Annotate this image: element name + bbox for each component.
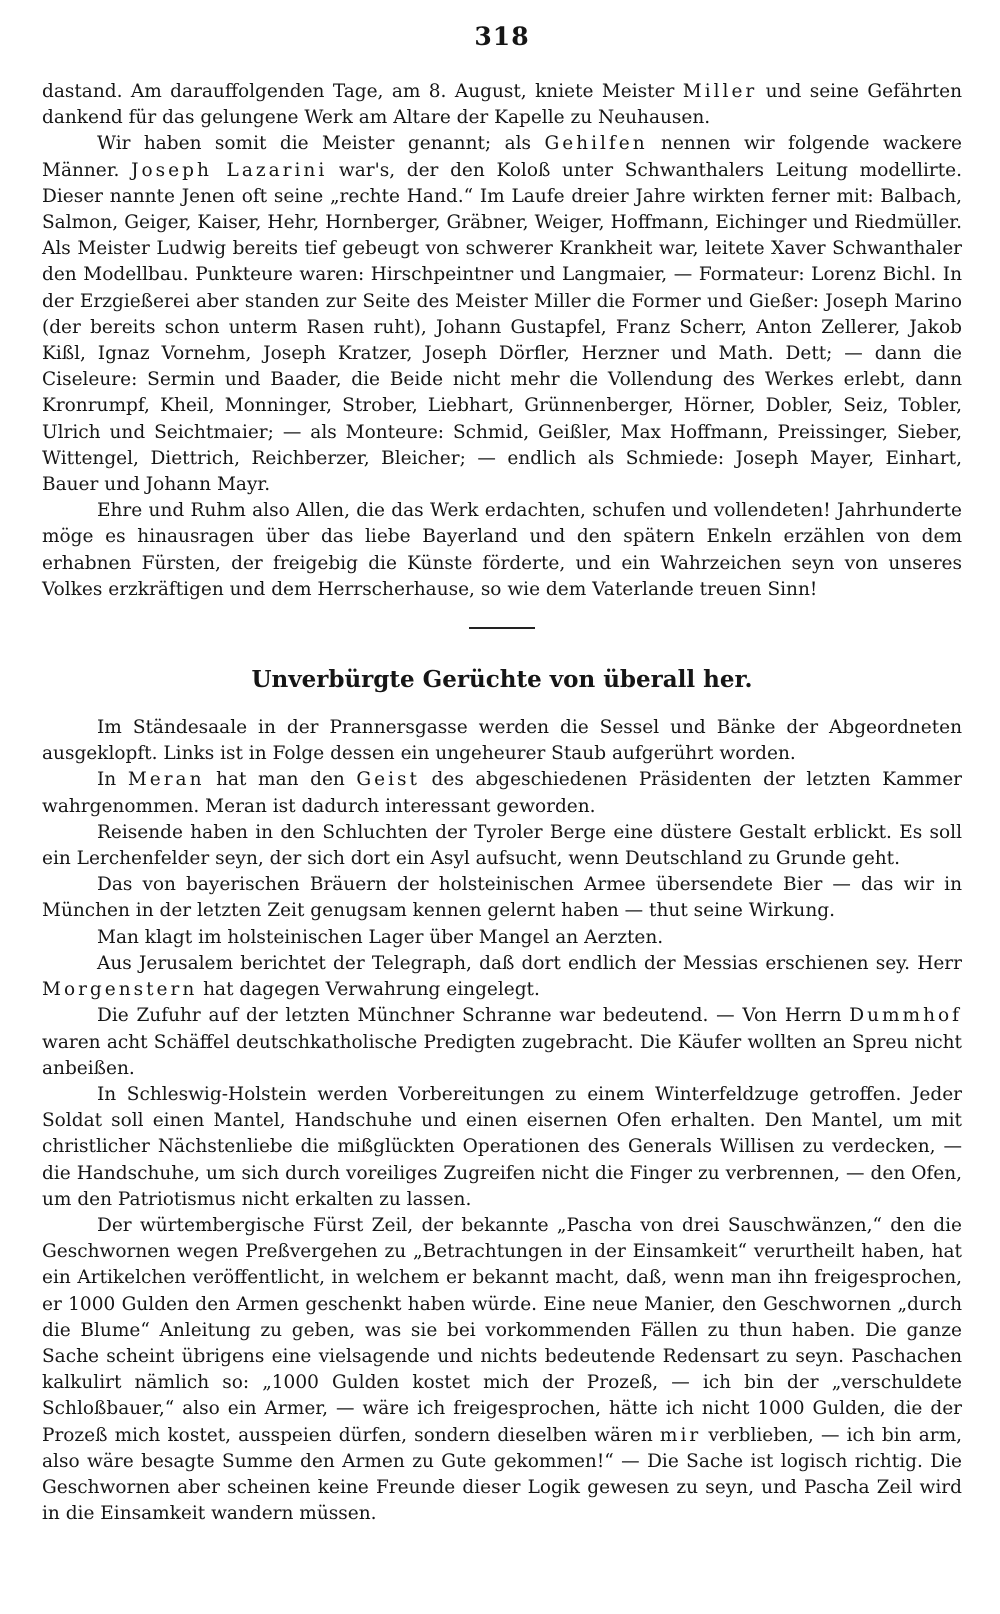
- rumour-paragraph: Das von bayerischen Bräuern der holsteinischen Armee übersendete Bier — das wir in München in der letzten Zeit genugsam kennen gelernt haben — thut seine Wirkung.: [42, 874, 962, 922]
- rumour-paragraph: [42, 767, 962, 819]
- text-run: hat man den: [204, 769, 357, 791]
- spaced-word: Meran: [127, 769, 205, 791]
- article-paragraph: [42, 79, 962, 131]
- text-run: verblieben, — ich bin arm, also wäre besagte Summe den Armen zu Gute gekommen!“ — Die Sache ist logisch richtig. Die Geschwornen aber scheinen keine Freunde dieser Logik gewesen zu seyn, und Pascha Zeil wird in die Einsamkeit wandern müssen.: [42, 1424, 962, 1525]
- section-divider: [469, 627, 535, 629]
- rumour-paragraph: [42, 951, 962, 1003]
- spaced-word: Gehilfen: [544, 133, 648, 155]
- spaced-name: Morgenstern: [42, 979, 198, 1001]
- text-run: des abgeschiedenen Präsidenten der letzten Kammer wahrgenommen. Meran ist dadurch interessant geworden.: [42, 769, 963, 817]
- text-run: hat dagegen Verwahrung eingelegt.: [197, 979, 540, 1001]
- rumour-paragraph: [42, 1003, 962, 1082]
- spaced-name: Joseph Lazarini: [131, 159, 328, 181]
- article-paragraph: Ehre und Ruhm also Allen, die das Werk erdachten, schufen und vollendeten! Jahrhunderte möge es hinausragen über das liebe Bayerland und den spätern Enkeln erzählen von dem erhabnen Fürsten, der freigebig die Künste förderte, und ein Wahrzeichen seyn von unseres Volkes erzkräftigen und dem Herrscherhause, so wie dem Vaterlande treuen Sinn!: [42, 500, 962, 600]
- text-run: dastand. Am darauffolgenden Tage, am 8. August, kniete Meister: [42, 81, 683, 102]
- text-run: und seine Gefährten dankend für das gelungene Werk am Altare der Kapelle zu Neuhausen.: [42, 81, 962, 129]
- rumour-paragraph: In Schleswig-Holstein werden Vorbereitungen zu einem Winterfeldzuge getroffen. Jeder Soldat soll einen Mantel, Handschuhe und einen eisernen Ofen erhalten. Den Mantel, um mit christlicher Nächstenliebe die mißglückten Operationen des Generals Willisen zu verdecken, — die Handschuhe, um sich durch voreiliges Zugreifen nicht die Finger zu verbrennen, — den Ofen, um den Patriotismus nicht erkalten zu lassen.: [42, 1083, 962, 1210]
- text-run: Wir haben somit die Meister genannt; als: [97, 133, 545, 155]
- text-run: In: [97, 769, 128, 791]
- rumour-paragraph: Im Ständesaale in der Prannersgasse werden die Sessel und Bänke der Abgeordneten ausgeklopft. Links ist in Folge dessen ein ungeheurer Staub aufgerührt worden.: [42, 717, 962, 765]
- rumour-paragraph: Man klagt im holsteinischen Lager über Mangel an Aerzten.: [97, 926, 664, 948]
- article-continuation: [42, 79, 962, 603]
- rumour-paragraph: [42, 1213, 962, 1527]
- page-number: 318: [474, 22, 530, 51]
- text-run: waren acht Schäffel deutschkatholische Predigten zugebracht. Die Käufer wollten an Spreu nicht anbeißen.: [42, 1031, 962, 1079]
- article-paragraph: [42, 131, 962, 498]
- rumours-section: [42, 665, 962, 1527]
- spaced-name: Dummhof: [849, 1005, 962, 1027]
- newspaper-page: [42, 24, 962, 1527]
- text-run: war's, der den Koloß unter Schwanthalers Leitung modellirte. Dieser nannte Jenen oft seine „rechte Hand.“ Im Laufe dreier Jahre wirkten ferner mit: Balbach, Salmon, Geiger, Kaiser, Hehr, Hornberger, Gräbner, Weiger, Hoffmann, Eichinger und Riedmüller. Als Meister Ludwig bereits tief gebeugt von schwerer Krankheit war, leitete Xaver Schwanthaler den Modellbau. Punkteure waren: Hirschpeintner und Langmaier, — Formateur: Lorenz Bichl. In der Erzgießerei aber standen zur Seite des Meister Miller die Former und Gießer: Joseph Marino (der bereits schon unterm Rasen ruht), Johann Gustapfel, Franz Scherr, Anton Zellerer, Jakob Kißl, Ignaz Vornehm, Joseph Kratzer, Joseph Dörfler, Herzner und Math. Dett; — dann die Ciseleure: Sermin und Baader, die Beide nicht mehr die Vollendung des Werkes erlebt, dann Kronrumpf, Kheil, Monninger, Strober, Liebhart, Grünnenberger, Hörner, Dobler, Seiz, Tobler, Ulrich und Seichtmaier; — als Monteure: Schmid, Geißler, Max Hoffmann, Preissinger, Sieber, Wittengel, Diettrich, Reichberzer, Bleicher; — endlich als Schmiede: Joseph Mayer, Einhart, Bauer und Johann Mayr.: [42, 159, 962, 496]
- text-run: Aus Jerusalem berichtet der Telegraph, daß dort endlich der Messias erschienen sey. Herr: [97, 952, 962, 974]
- text-run: nennen wir folgende wackere Männer.: [42, 133, 963, 181]
- spaced-name: Miller: [682, 81, 758, 102]
- text-run: Die Zufuhr auf der letzten Münchner Schranne war bedeutend. — Von Herrn: [97, 1005, 850, 1027]
- rumour-paragraph: Reisende haben in den Schluchten der Tyroler Berge eine düstere Gestalt erblickt. Es soll ein Lerchenfelder seyn, der sich dort ein Asyl aufsucht, wenn Deutschland zu Grunde geht.: [42, 821, 962, 870]
- section-heading: Unverbürgte Gerüchte von überall her.: [251, 666, 753, 694]
- text-run: Der würtembergische Fürst Zeil, der bekannte „Pascha von drei Sauschwänzen,“ den die Geschwornen wegen Preßvergehen zu „Betrachtungen in der Einsamkeit“ verurtheilt haben, hat ein Artikelchen veröffentlicht, in welchem er bekannt macht, daß, wenn man ihn freigesprochen, er 1000 Gulden den Armen geschenkt haben würde. Eine neue Manier, den Geschwornen „durch die Blume“ Anleitung zu geben, was sie bei vorkommenden Fällen zu thun haben. Die ganze Sache scheint übrigens eine vielsagende und nichts bedeutende Redensart zu seyn. Paschachen kalkulirt nämlich so: „1000 Gulden kostet mich der Prozeß, — ich bin der „verschuldete Schloßbauer,“ also ein Armer, — wäre ich freigesprochen, hätte ich nicht 1000 Gulden, die der Prozeß mich kostet, ausspeien dürfen, sondern dieselben wären: [42, 1214, 962, 1446]
- spaced-word: mir: [659, 1424, 702, 1446]
- spaced-word: Geist: [356, 769, 420, 791]
